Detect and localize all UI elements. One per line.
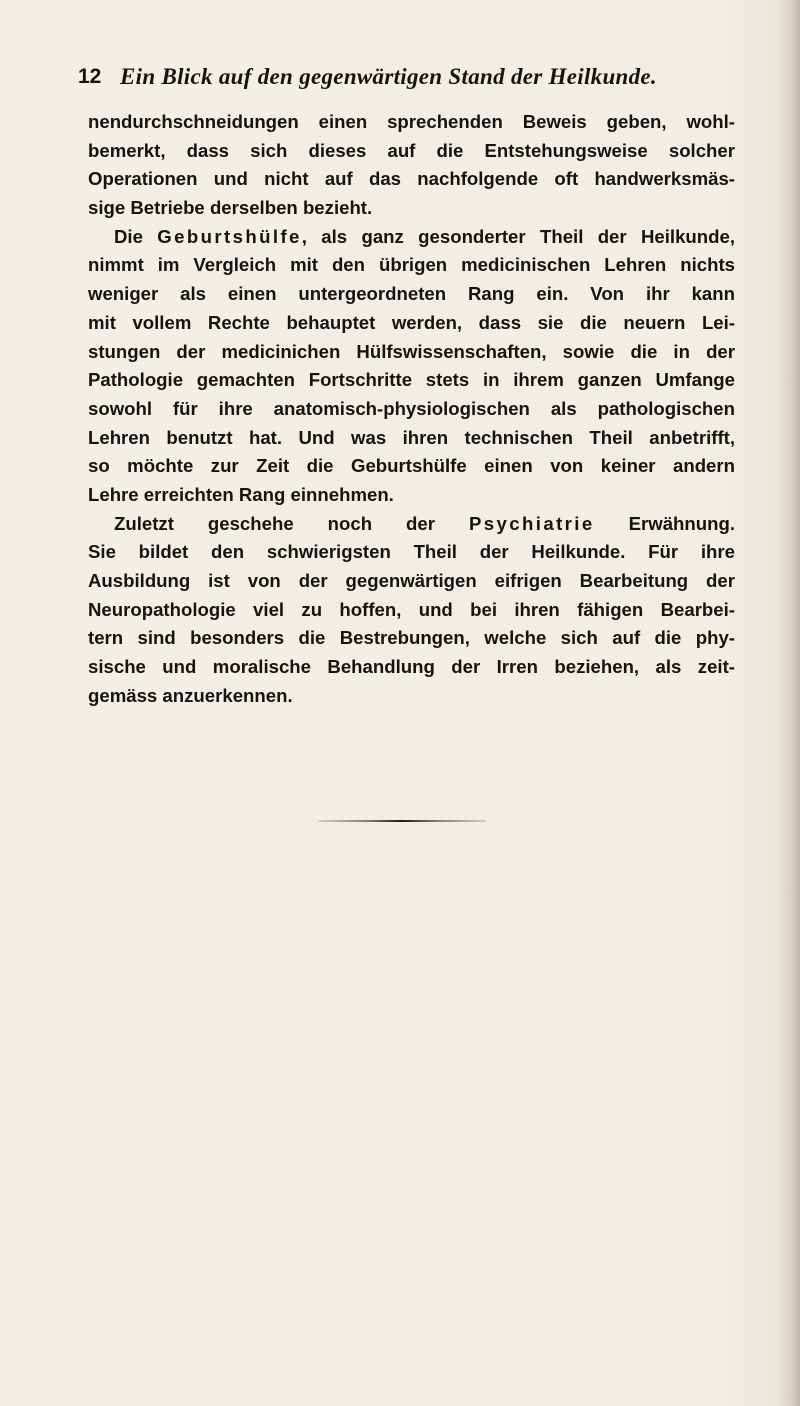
end-rule-divider	[318, 820, 486, 822]
text-line: so möchte zur Zeit die Geburtshülfe einen von keiner andern	[88, 455, 735, 477]
text-line: Neuropathologie viel zu hoffen, und bei ihren fähigen Bearbei-	[88, 598, 735, 620]
page-edge-shadow	[778, 0, 800, 1406]
running-header	[78, 60, 738, 94]
text-run: Zuletzt geschehe noch der	[114, 512, 469, 534]
text-line: Lehre erreichten Rang einnehmen.	[88, 483, 394, 505]
text-line: Operationen und nicht auf das nachfolgende oft handwerksmäs-	[88, 168, 735, 190]
paragraph-first-line	[88, 510, 735, 539]
text-line: Sie bildet den schwierigsten Theil der Heilkunde. Für ihre	[88, 541, 735, 563]
text-line: Lehren benutzt hat. Und was ihren technischen Theil anbetrifft,	[88, 426, 735, 448]
text-line: sige Betriebe derselben bezieht.	[88, 197, 373, 219]
text-line: sowohl für ihre anatomisch-physiologischen als pathologischen	[88, 397, 735, 419]
running-title: Ein Blick auf den gegenwärtigen Stand der Heilkunde.	[120, 64, 657, 89]
text-line: sische und moralische Behandlung der Irren beziehen, als zeit-	[88, 656, 735, 678]
text-line: nendurchschneidungen einen sprechenden Beweis geben, wohl-	[88, 111, 735, 132]
text-line: gemäss anzuerkennen.	[88, 684, 293, 706]
text-line: Ausbildung ist von der gegenwärtigen eifrigen Bearbeitung der	[88, 570, 735, 591]
body-text	[88, 108, 735, 710]
paragraph-first-line	[88, 223, 735, 252]
text-line: stungen der medicinichen Hülfswissenschaften, sowie die in der	[88, 340, 735, 362]
emphasized-term: Geburtshülfe	[157, 225, 302, 247]
emphasized-term: Psychiatrie	[468, 512, 595, 534]
text-line: tern sind besonders die Bestrebungen, welche sich auf die phy-	[88, 627, 735, 649]
text-run: Die	[114, 225, 158, 247]
text-line: weniger als einen untergeordneten Rang ein. Von ihr kann	[88, 283, 735, 305]
text-line: bemerkt, dass sich dieses auf die Entstehungsweise solcher	[88, 139, 735, 161]
text-run: , als ganz gesonderter Theil der Heilkunde,	[301, 225, 735, 247]
text-line: nimmt im Vergleich mit den übrigen medicinischen Lehren nichts	[88, 254, 735, 276]
page-number: 12	[78, 65, 102, 88]
text-line: mit vollem Rechte behauptet werden, dass sie die neuern Lei-	[88, 311, 735, 333]
text-line: Pathologie gemachten Fortschritte stets in ihrem ganzen Umfange	[88, 369, 735, 391]
text-run: Erwähnung.	[594, 512, 735, 534]
